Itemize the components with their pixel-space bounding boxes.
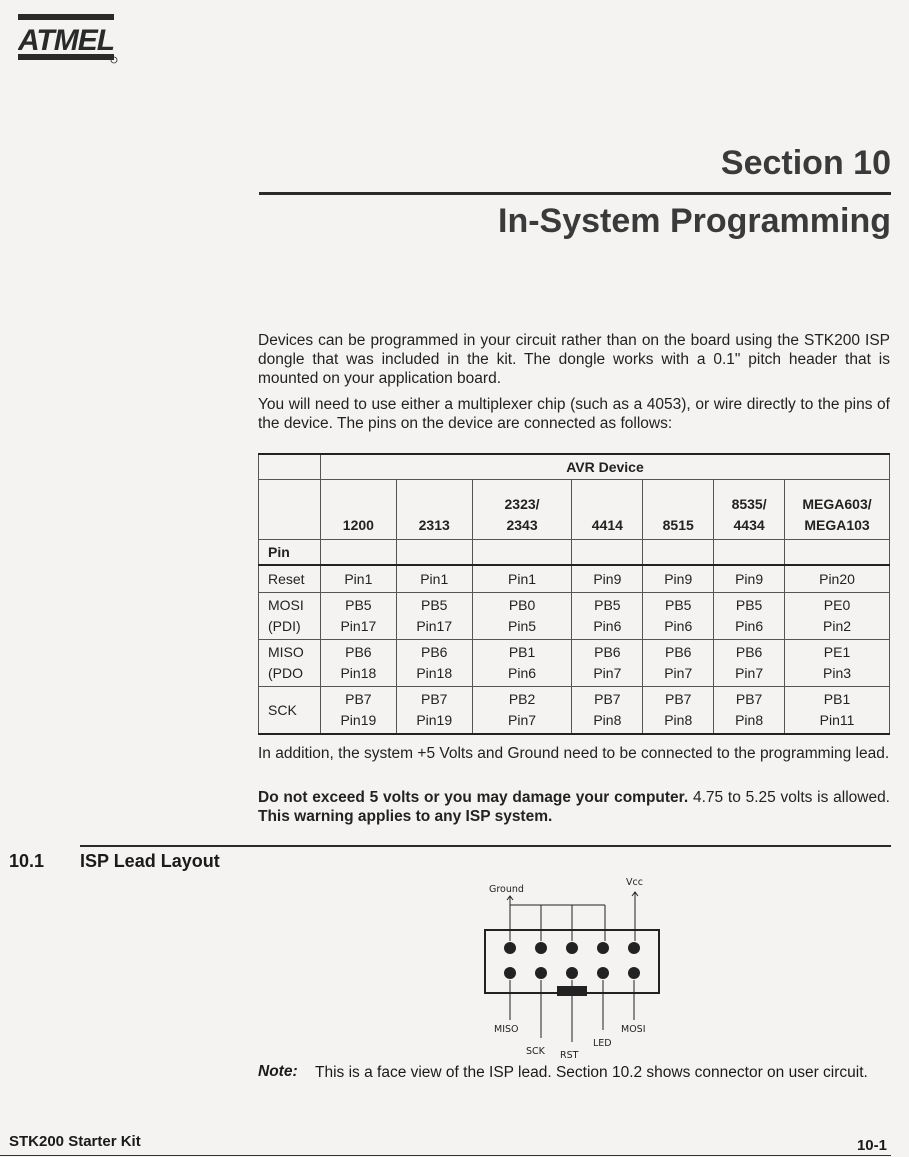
pin-value: Pin1 (420, 571, 449, 587)
table-cell (785, 593, 890, 640)
table-cell (572, 593, 643, 640)
pin-value: PB7 (345, 691, 372, 707)
table-row (259, 593, 890, 640)
pin-value: Pin20 (819, 571, 855, 587)
signal-label (259, 640, 321, 687)
pin-value: Pin7 (735, 665, 764, 681)
pin-value: PB1 (508, 644, 536, 660)
table-cell (714, 640, 785, 687)
voltage-range-text: 4.75 to 5.25 volts is allowed. (688, 789, 890, 806)
warning-applies-text: This warning applies to any ISP system. (258, 808, 553, 825)
pin-value: PB5 (420, 597, 448, 613)
signal-label-line: Reset (268, 571, 305, 587)
pin-value: PB5 (664, 597, 692, 613)
footer-title: STK200 Starter Kit (9, 1133, 141, 1150)
pin-label-row (259, 540, 890, 566)
signal-label-line: MISO (268, 644, 304, 660)
subsection-number: 10.1 (9, 851, 45, 871)
table-cell (472, 640, 572, 687)
pin-value: Pin7 (593, 665, 622, 681)
intro-paragraph: Devices can be programmed in your circuit rather than on the board using the STK200 ISP dongle that was included in the kit. The dongle works with a 0.1" pitch header that is mounted on your application board. (258, 332, 890, 387)
pin-value: PB7 (735, 691, 763, 707)
section-label: Section 10 (720, 144, 891, 182)
device-name-line: 8515 (662, 517, 694, 533)
pin-value: PB1 (823, 691, 851, 707)
pin-value: PB7 (420, 691, 448, 707)
signal-label-line: MOSI (268, 597, 304, 613)
table-cell (320, 640, 396, 687)
mosi-label: MOSI (621, 1024, 646, 1035)
vcc-label: Vcc (626, 877, 643, 888)
table-cell (714, 593, 785, 640)
rst-label: RST (560, 1050, 579, 1061)
pin-value: Pin8 (664, 712, 693, 728)
table-cell (572, 565, 643, 593)
pin-value: PB5 (735, 597, 763, 613)
subsection-title: ISP Lead Layout (80, 851, 220, 871)
warning-text: Do not exceed 5 volts or you may damage your computer. (258, 789, 689, 806)
table-cell (320, 593, 396, 640)
pin-value: Pin19 (340, 712, 377, 728)
device-header (643, 480, 714, 540)
ground-label: Ground (489, 884, 524, 895)
table-cell (472, 565, 572, 593)
pin-value: PB5 (345, 597, 372, 613)
device-name-line: 8535/ (731, 496, 767, 512)
pin-value: Pin1 (508, 571, 537, 587)
device-header (320, 480, 396, 540)
note-text: This is a face view of the ISP lead. Section 10.2 shows connector on user circuit. (315, 1064, 868, 1081)
device-header (472, 480, 572, 540)
pin-value: Pin2 (823, 618, 852, 634)
wiring-paragraph: You will need to use either a multiplexer chip (such as a 4053), or wire directly to the pins of the device. The pins on the device are connected as follows: (258, 396, 890, 432)
pin-value: Pin9 (664, 571, 693, 587)
table-cell (320, 565, 396, 593)
device-name-line: 4414 (591, 517, 623, 533)
svg-text:ATMEL: ATMEL (18, 24, 115, 57)
pin-value: PB7 (664, 691, 692, 707)
pin-value: PB6 (345, 644, 372, 660)
pin-value: Pin7 (664, 665, 693, 681)
table-row (259, 640, 890, 687)
pin-value: Pin8 (735, 712, 764, 728)
device-header-row (259, 480, 890, 540)
table-cell (785, 565, 890, 593)
table-cell (643, 640, 714, 687)
pin-label: Pin (259, 540, 321, 566)
pin-value: PE1 (823, 644, 851, 660)
signal-label (259, 593, 321, 640)
led-label: LED (593, 1038, 612, 1049)
table-cell (572, 687, 643, 735)
pin-value: PB5 (594, 597, 621, 613)
device-name-line: 2323/ (504, 496, 540, 512)
atmel-logo (18, 14, 118, 64)
table-row (259, 687, 890, 735)
title-divider (259, 192, 891, 195)
table-cell (396, 593, 472, 640)
device-name-line: 2313 (418, 517, 450, 533)
signal-label-line: (PDI) (268, 618, 301, 634)
device-name-line: MEGA603/ (802, 496, 872, 512)
sck-label: SCK (526, 1046, 545, 1057)
pin-value: Pin17 (416, 618, 453, 634)
table-cell (572, 640, 643, 687)
pin-table (258, 453, 890, 735)
pin-value: PB6 (735, 644, 763, 660)
isp-connector-diagram (480, 870, 680, 1065)
device-name-line: MEGA103 (804, 517, 870, 533)
table-cell (472, 687, 572, 735)
device-header (396, 480, 472, 540)
pin-value: Pin1 (344, 571, 373, 587)
device-name-line: 2343 (506, 517, 538, 533)
pin-value: Pin11 (819, 712, 855, 728)
power-paragraph: In addition, the system +5 Volts and Ground need to be connected to the programming lead. (258, 745, 890, 762)
pin-value: PB0 (508, 597, 536, 613)
pin-value: PB6 (420, 644, 448, 660)
table-cell (396, 687, 472, 735)
page-title: In-System Programming (498, 202, 891, 240)
pin-value: Pin18 (416, 665, 453, 681)
signal-label-line: (PDO (268, 665, 303, 681)
pin-value: Pin6 (664, 618, 693, 634)
signal-label (259, 687, 321, 735)
footer-divider (0, 1155, 891, 1156)
table-cell (785, 640, 890, 687)
pin-value: Pin19 (416, 712, 453, 728)
pin-value: Pin9 (593, 571, 622, 587)
pin-value: Pin5 (508, 618, 537, 634)
pin-value: Pin17 (340, 618, 377, 634)
table-row (259, 565, 890, 593)
device-header (572, 480, 643, 540)
table-cell (472, 593, 572, 640)
table-cell (714, 565, 785, 593)
device-header (785, 480, 890, 540)
pin-value: Pin6 (508, 665, 537, 681)
pin-value: PB7 (594, 691, 621, 707)
table-cell (643, 593, 714, 640)
pin-value: Pin18 (340, 665, 377, 681)
miso-label: MISO (494, 1024, 519, 1035)
pin-value: Pin6 (593, 618, 622, 634)
pin-value: Pin7 (508, 712, 537, 728)
table-cell (785, 687, 890, 735)
table-cell (643, 565, 714, 593)
subsection-divider (80, 845, 891, 847)
pin-value: Pin3 (823, 665, 852, 681)
device-name-line: 4434 (733, 517, 765, 533)
signal-label (259, 565, 321, 593)
signal-label-line: SCK (268, 701, 297, 718)
device-header (714, 480, 785, 540)
table-cell (643, 687, 714, 735)
pin-value: PB6 (664, 644, 692, 660)
pin-value: PB6 (594, 644, 621, 660)
warning-paragraph (258, 788, 890, 826)
table-cell (396, 565, 472, 593)
pin-value: Pin8 (593, 712, 622, 728)
note-label: Note: (258, 1063, 298, 1080)
pin-value: PE0 (823, 597, 851, 613)
page-number: 10-1 (856, 1137, 887, 1154)
table-cell (714, 687, 785, 735)
pin-value: PB2 (508, 691, 536, 707)
table-cell (320, 687, 396, 735)
table-cell (396, 640, 472, 687)
pin-value: Pin9 (735, 571, 764, 587)
table-group-header: AVR Device (320, 454, 889, 480)
pin-value: Pin6 (735, 618, 764, 634)
device-name-line: 1200 (342, 517, 374, 533)
